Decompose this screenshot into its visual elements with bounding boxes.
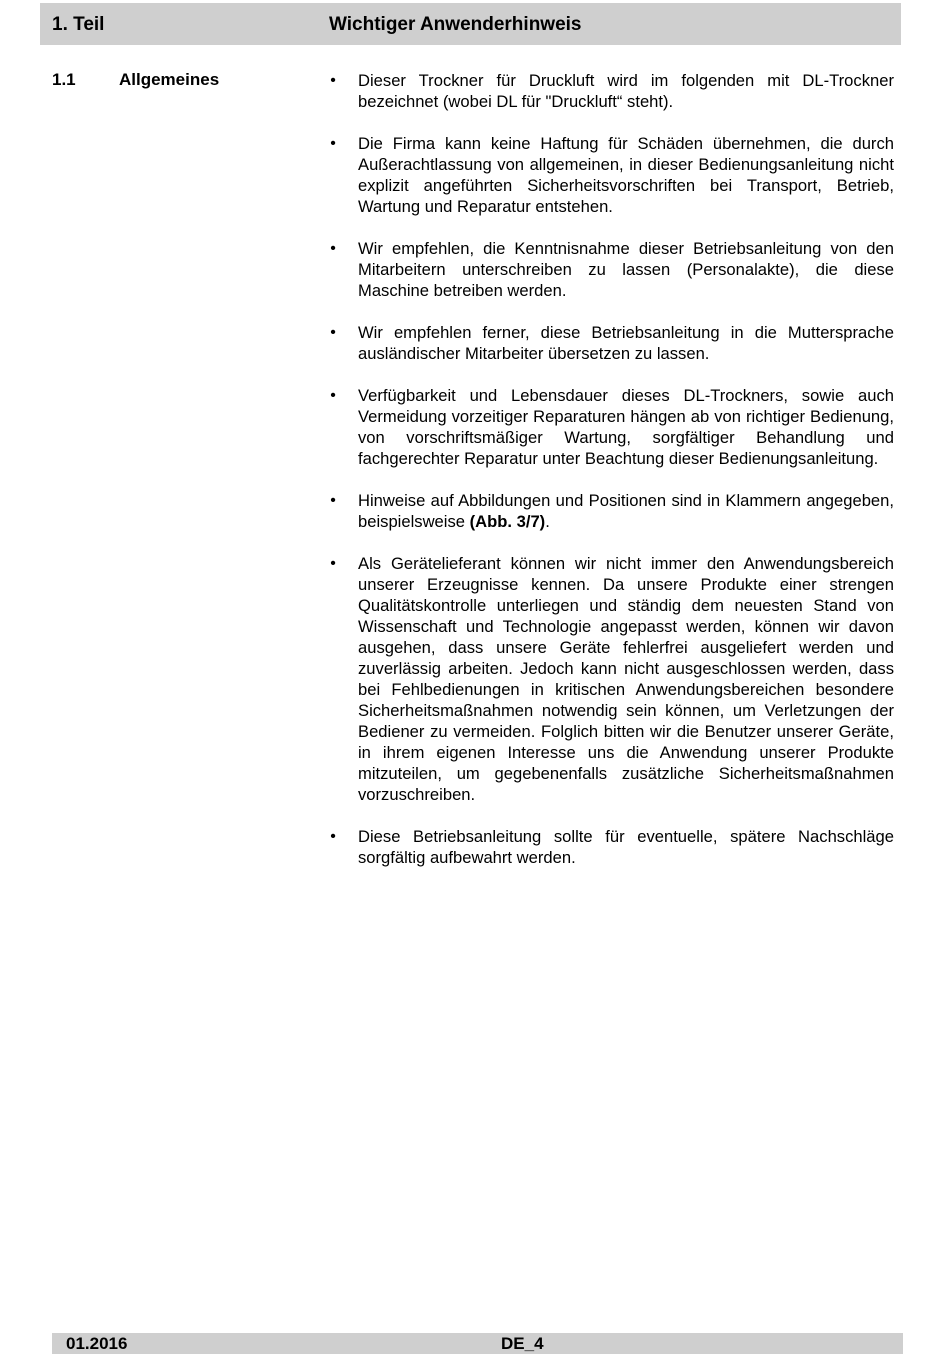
chapter-number: 1. Teil [52,14,105,35]
bullet-icon: • [330,135,336,152]
bullet-text [358,491,894,531]
chapter-title: Wichtiger Anwenderhinweis [329,14,582,35]
page-number: DE_4 [501,1334,544,1353]
bullet-text-start: Hinweise auf Abbildungen und Positionen sind in Klammern angegeben, beispielsweise [358,491,894,531]
bullet-item [326,70,894,112]
bullet-item [326,133,894,217]
bullet-text: Wir empfehlen, die Kenntnisnahme dieser Betriebsanleitung von den Mitarbeitern unterschreiben zu lassen (Personalakte), die diese Maschine betreiben werden. [358,239,894,300]
bullet-icon: • [330,324,336,341]
bullet-text: Diese Betriebsanleitung sollte für eventuelle, spätere Nachschläge sorgfältig aufbewahrt werden. [358,827,894,867]
bullet-icon: • [330,72,336,89]
bullet-item [326,826,894,868]
bullet-text: Die Firma kann keine Haftung für Schäden übernehmen, die durch Außerachtlassung von allgemeinen, in dieser Bedienungsanleitung nicht explizit angeführten Sicherheitsvorschriften bei Transport, Betrieb, Wartung und Reparatur entstehen. [358,134,894,216]
bullet-icon: • [330,387,336,404]
bullet-text-end: . [545,512,550,531]
section-number: 1.1 [52,70,76,89]
bullet-item [326,238,894,301]
bullet-text: Verfügbarkeit und Lebensdauer dieses DL-Trockners, sowie auch Vermeidung vorzeitiger Reparaturen hängen ab von richtiger Bedienung, von vorschriftsmäßiger Wartung, sorgfältiger Behandlung und fachgerechter Reparatur unter Beachtung dieser Bedienungsanleitung. [358,386,894,468]
bullet-icon: • [330,240,336,257]
bullet-text: Wir empfehlen ferner, diese Betriebsanleitung in die Muttersprache ausländischer Mitarbeiter übersetzen zu lassen. [358,323,894,363]
bullet-item [326,553,894,805]
bullet-icon: • [330,492,336,509]
bullet-icon: • [330,828,336,845]
bullet-text: Als Gerätelieferant können wir nicht immer den Anwendungsbereich unserer Erzeugnisse kennen. Da unsere Produkte einer strengen Qualitätskontrolle unterliegen und ständig dem neuesten Stand von Wissenschaft und Technologie angepasst werden, können wir davon ausgehen, dass unsere Geräte fehlerfrei ausgeliefert werden und zuverlässig arbeiten. Jedoch kann nicht ausgeschlossen werden, dass bei Fehlbedienungen in kritischen Anwendungsbereichen besondere Sicherheitsmaßnahmen notwendig sein können, um Verletzungen der Bediener zu vermeiden. Folglich bitten wir die Benutzer unserer Geräte, in ihrem eigenen Interesse uns die Anwendung unserer Produkte mitzuteilen, um gegebenenfalls zusätzliche Sicherheitsmaßnahmen vorzuschreiben. [358,554,894,804]
figure-reference: (Abb. 3/7) [469,512,546,531]
footer-date: 01.2016 [66,1334,128,1353]
bullet-icon: • [330,555,336,572]
bullet-item [326,385,894,469]
page-footer [52,1333,903,1354]
bullet-text: Dieser Trockner für Druckluft wird im folgenden mit DL-Trockner bezeichnet (wobei DL für "Druckluft“ steht). [358,71,894,111]
section-title: Allgemeines [119,70,220,89]
bullet-item [326,322,894,364]
bullet-list [326,70,894,889]
chapter-header [40,3,901,45]
bullet-item [326,490,894,532]
